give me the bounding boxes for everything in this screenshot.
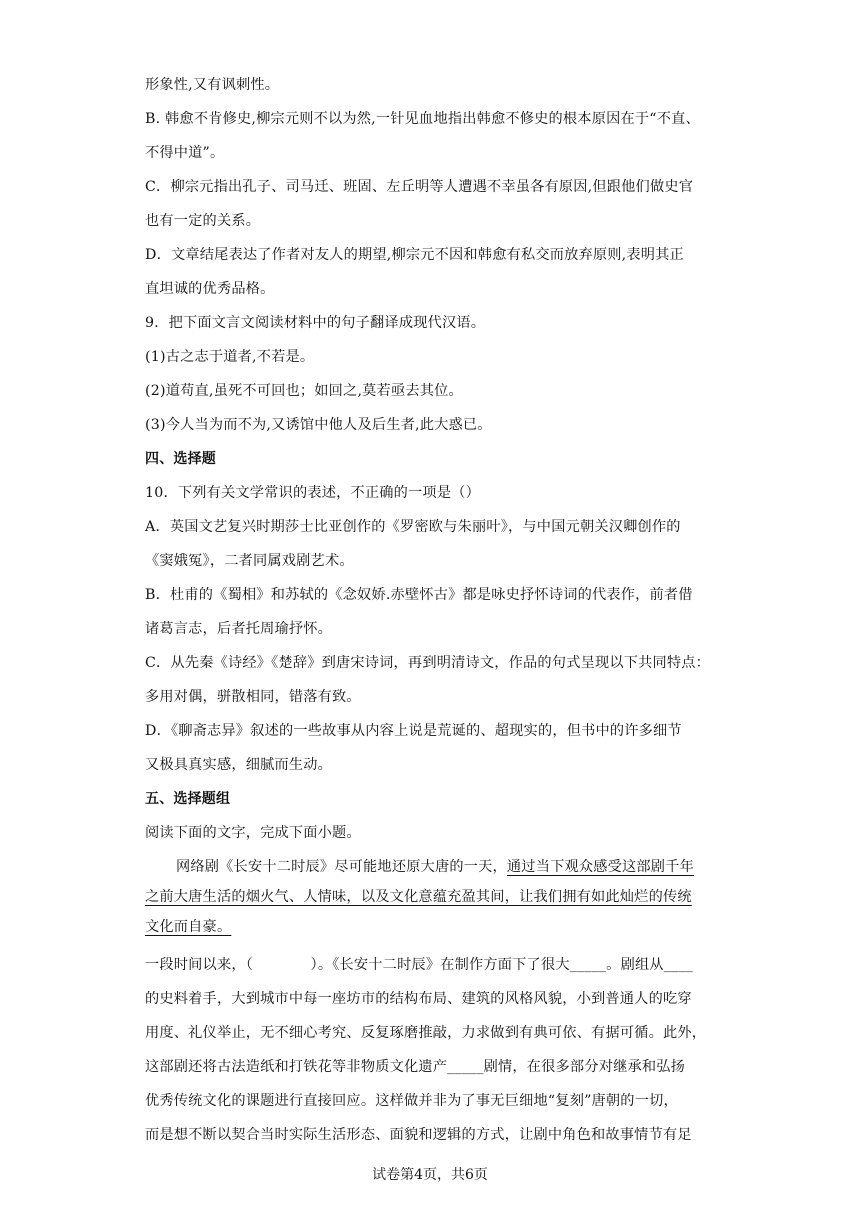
page-footer: 试卷第4页，共6页: [372, 1167, 488, 1183]
section-heading-5: 五、选择题组: [145, 791, 231, 807]
passage-line-9: 而是想不断以契合当时实际生活形态、面貌和逻辑的方式，让剧中角色和故事情节有足: [145, 1127, 692, 1143]
section-heading-4: 四、选择题: [145, 451, 216, 467]
passage-line-6: 用度、礼仪举止，无不细心考究、反复琢磨推敲，力求做到有典可依、有据可循。此外，: [145, 1025, 707, 1041]
q10-option-d-line2: 又极具真实感，细腻而生动。: [145, 757, 333, 773]
passage-line-4: 一段时间以来，（ ）。《长安十二时辰》在制作方面下了很大_____。剧组从____: [145, 957, 693, 973]
passage-line-1: [176, 856, 694, 876]
passage-line-8: 优秀传统文化的课题进行直接回应。这样做并非为了事无巨细地“复刻”唐朝的一切，: [145, 1093, 678, 1109]
q8-option-a-continued: 形象性,又有讽刺性。: [145, 77, 280, 93]
q10-option-b-line2: 诸葛言志，后者托周瑜抒怀。: [145, 621, 333, 637]
q10-option-b-line1: B．杜甫的《蜀相》和苏轼的《念奴娇.赤壁怀古》都是咏史抒怀诗词的代表作，前者借: [145, 587, 693, 603]
passage-underlined-segment-2: 之前大唐生活的烟火气、人情味，以及文化意蕴充盈其间，让我们拥有如此灿烂的传统: [145, 889, 692, 905]
passage-line-7: 这部剧还将古法造纸和打铁花等非物质文化遗产_____剧情，在很多部分对继承和弘扬: [145, 1059, 686, 1075]
q8-option-b-line1: B. 韩愈不肯修史,柳宗元则不以为然,一针见血地指出韩愈不修史的根本原因在于“不直、: [145, 111, 700, 127]
q10-option-a-line2: 《窦娥冤》，二者同属戏剧艺术。: [145, 553, 354, 569]
q9-stem: 9．把下面文言文阅读材料中的句子翻译成现代汉语。: [145, 315, 486, 331]
passage-underlined-segment-3: 文化而自豪。: [145, 919, 232, 935]
q8-option-c-line2: 也有一定的关系。: [145, 213, 261, 229]
q10-stem: 10．下列有关文学常识的表述，不正确的一项是（）: [145, 485, 480, 501]
passage-line-5: 的史料着手，大到城市中每一座坊市的结构布局、建筑的风格风貌，小到普通人的吃穿: [145, 991, 692, 1007]
q10-option-a-line1: A．英国文艺复兴时期莎士比亚创作的《罗密欧与朱丽叶》，与中国元朝关汉卿创作的: [145, 519, 681, 535]
q8-option-c-line1: C．柳宗元指出孔子、司马迁、班固、左丘明等人遭遇不幸虽各有原因,但跟他们做史官: [145, 179, 694, 195]
q9-sentence-3: (3)今人当为而不为,又诱馆中他人及后生者,此大惑已。: [145, 417, 492, 433]
passage-line-1-plain: 网络剧《长安十二时辰》尽可能地还原大唐的一天，: [176, 859, 507, 875]
q10-option-c-line1: C．从先秦《诗经》《楚辞》到唐宋诗词，再到明清诗文，作品的句式呈现以下共同特点：: [145, 655, 711, 671]
q10-option-d-line1: D．《聊斋志异》叙述的一些故事从内容上说是荒诞的、超现实的，但书中的许多细节: [145, 723, 682, 739]
q8-option-d-line2: 直坦诚的优秀品格。: [145, 281, 275, 297]
reading-instruction: 阅读下面的文字，完成下面小题。: [145, 825, 361, 841]
q9-sentence-1: (1)古之志于道者,不若是。: [145, 349, 315, 365]
q9-sentence-2: (2)道苟直,虽死不可回也；如回之,莫若亟去其位。: [145, 383, 463, 399]
q8-option-b-line2: 不得中道”。: [145, 145, 225, 161]
passage-underlined-segment-1: 通过当下观众感受这部剧千年: [506, 859, 694, 875]
q8-option-d-line1: D．文章结尾表达了作者对友人的期望,柳宗元不因和韩愈有私交而放弃原则,表明其正: [145, 247, 684, 263]
q10-option-c-line2: 多用对偶，骈散相同，错落有致。: [145, 689, 361, 705]
